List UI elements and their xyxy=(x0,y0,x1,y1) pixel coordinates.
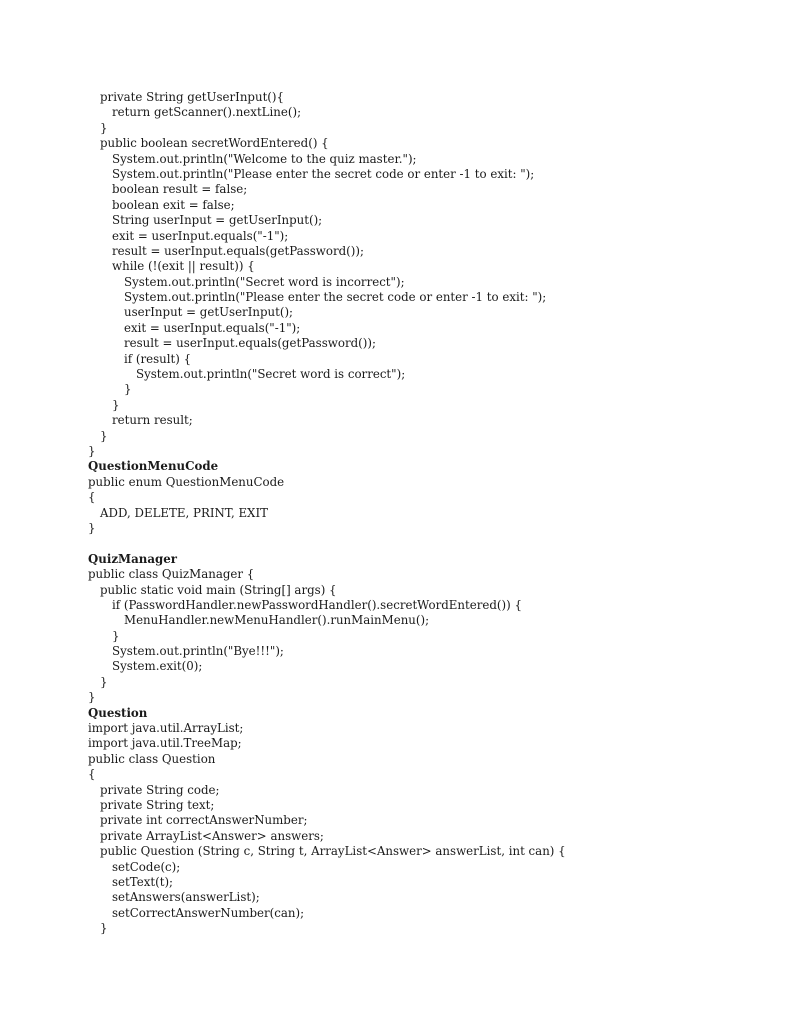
code-line: } xyxy=(88,520,96,535)
code-line: private String text; xyxy=(100,797,215,812)
code-line: setCode(c); xyxy=(112,859,181,874)
code-line: while (!(exit || result)) { xyxy=(112,259,255,274)
code-line: public boolean secretWordEntered() { xyxy=(100,136,329,151)
code-line: } xyxy=(100,921,108,936)
code-line: boolean result = false; xyxy=(112,182,248,197)
code-line: } xyxy=(124,382,132,397)
code-listing xyxy=(88,90,768,936)
code-line: { xyxy=(88,490,96,505)
code-line: result = userInput.equals(getPassword()); xyxy=(124,336,376,351)
code-line: System.out.println("Secret word is incorrect"); xyxy=(124,274,405,289)
code-line: } xyxy=(112,628,120,643)
section-heading: Question xyxy=(88,705,148,720)
code-line: public enum QuestionMenuCode xyxy=(88,474,285,489)
code-line: import java.util.TreeMap; xyxy=(88,736,242,751)
code-line: System.exit(0); xyxy=(112,659,203,674)
code-line: exit = userInput.equals("-1"); xyxy=(112,228,289,243)
code-line: private int correctAnswerNumber; xyxy=(100,813,308,828)
code-line: private String getUserInput(){ xyxy=(100,90,285,104)
code-line: public class Question xyxy=(88,751,216,766)
code-line: } xyxy=(88,443,96,458)
code-line: public static void main (String[] args) { xyxy=(100,582,337,597)
code-line: System.out.println("Welcome to the quiz master."); xyxy=(112,151,417,166)
code-line: setAnswers(answerList); xyxy=(112,890,260,905)
code-line: setCorrectAnswerNumber(can); xyxy=(112,905,305,920)
code-line: } xyxy=(88,690,96,705)
code-line: import java.util.ArrayList; xyxy=(88,721,244,736)
code-line: return getScanner().nextLine(); xyxy=(112,105,302,120)
code-line: System.out.println("Bye!!!"); xyxy=(112,644,284,659)
code-line: System.out.println("Secret word is correct"); xyxy=(136,367,406,382)
code-line: setText(t); xyxy=(112,874,174,889)
code-line: { xyxy=(88,767,96,782)
code-line: } xyxy=(100,120,108,135)
code-line: public Question (String c, String t, ArrayList<Answer> answerList, int can) { xyxy=(100,844,566,859)
code-line: if (PasswordHandler.newPasswordHandler().secretWordEntered()) { xyxy=(112,597,522,612)
code-line: System.out.println("Please enter the secret code or enter -1 to exit: "); xyxy=(124,290,547,305)
code-line: result = userInput.equals(getPassword()); xyxy=(112,243,364,258)
code-line: public class QuizManager { xyxy=(88,567,255,582)
code-line: exit = userInput.equals("-1"); xyxy=(124,320,301,335)
code-line: ADD, DELETE, PRINT, EXIT xyxy=(100,505,268,520)
section-heading: QuestionMenuCode xyxy=(88,459,219,474)
code-line: } xyxy=(100,674,108,689)
code-line: System.out.println("Please enter the secret code or enter -1 to exit: "); xyxy=(112,166,535,181)
blank-line xyxy=(88,536,768,551)
section-heading: QuizManager xyxy=(88,551,177,566)
code-line: boolean exit = false; xyxy=(112,197,235,212)
code-line: MenuHandler.newMenuHandler().runMainMenu(); xyxy=(124,613,430,628)
code-line: userInput = getUserInput(); xyxy=(124,305,294,320)
code-line: } xyxy=(100,428,108,443)
code-line: } xyxy=(112,397,120,412)
code-line: if (result) { xyxy=(124,351,192,366)
code-line: String userInput = getUserInput(); xyxy=(112,213,323,228)
code-line: private ArrayList<Answer> answers; xyxy=(100,828,324,843)
code-line: return result; xyxy=(112,413,193,428)
code-line: private String code; xyxy=(100,782,220,797)
